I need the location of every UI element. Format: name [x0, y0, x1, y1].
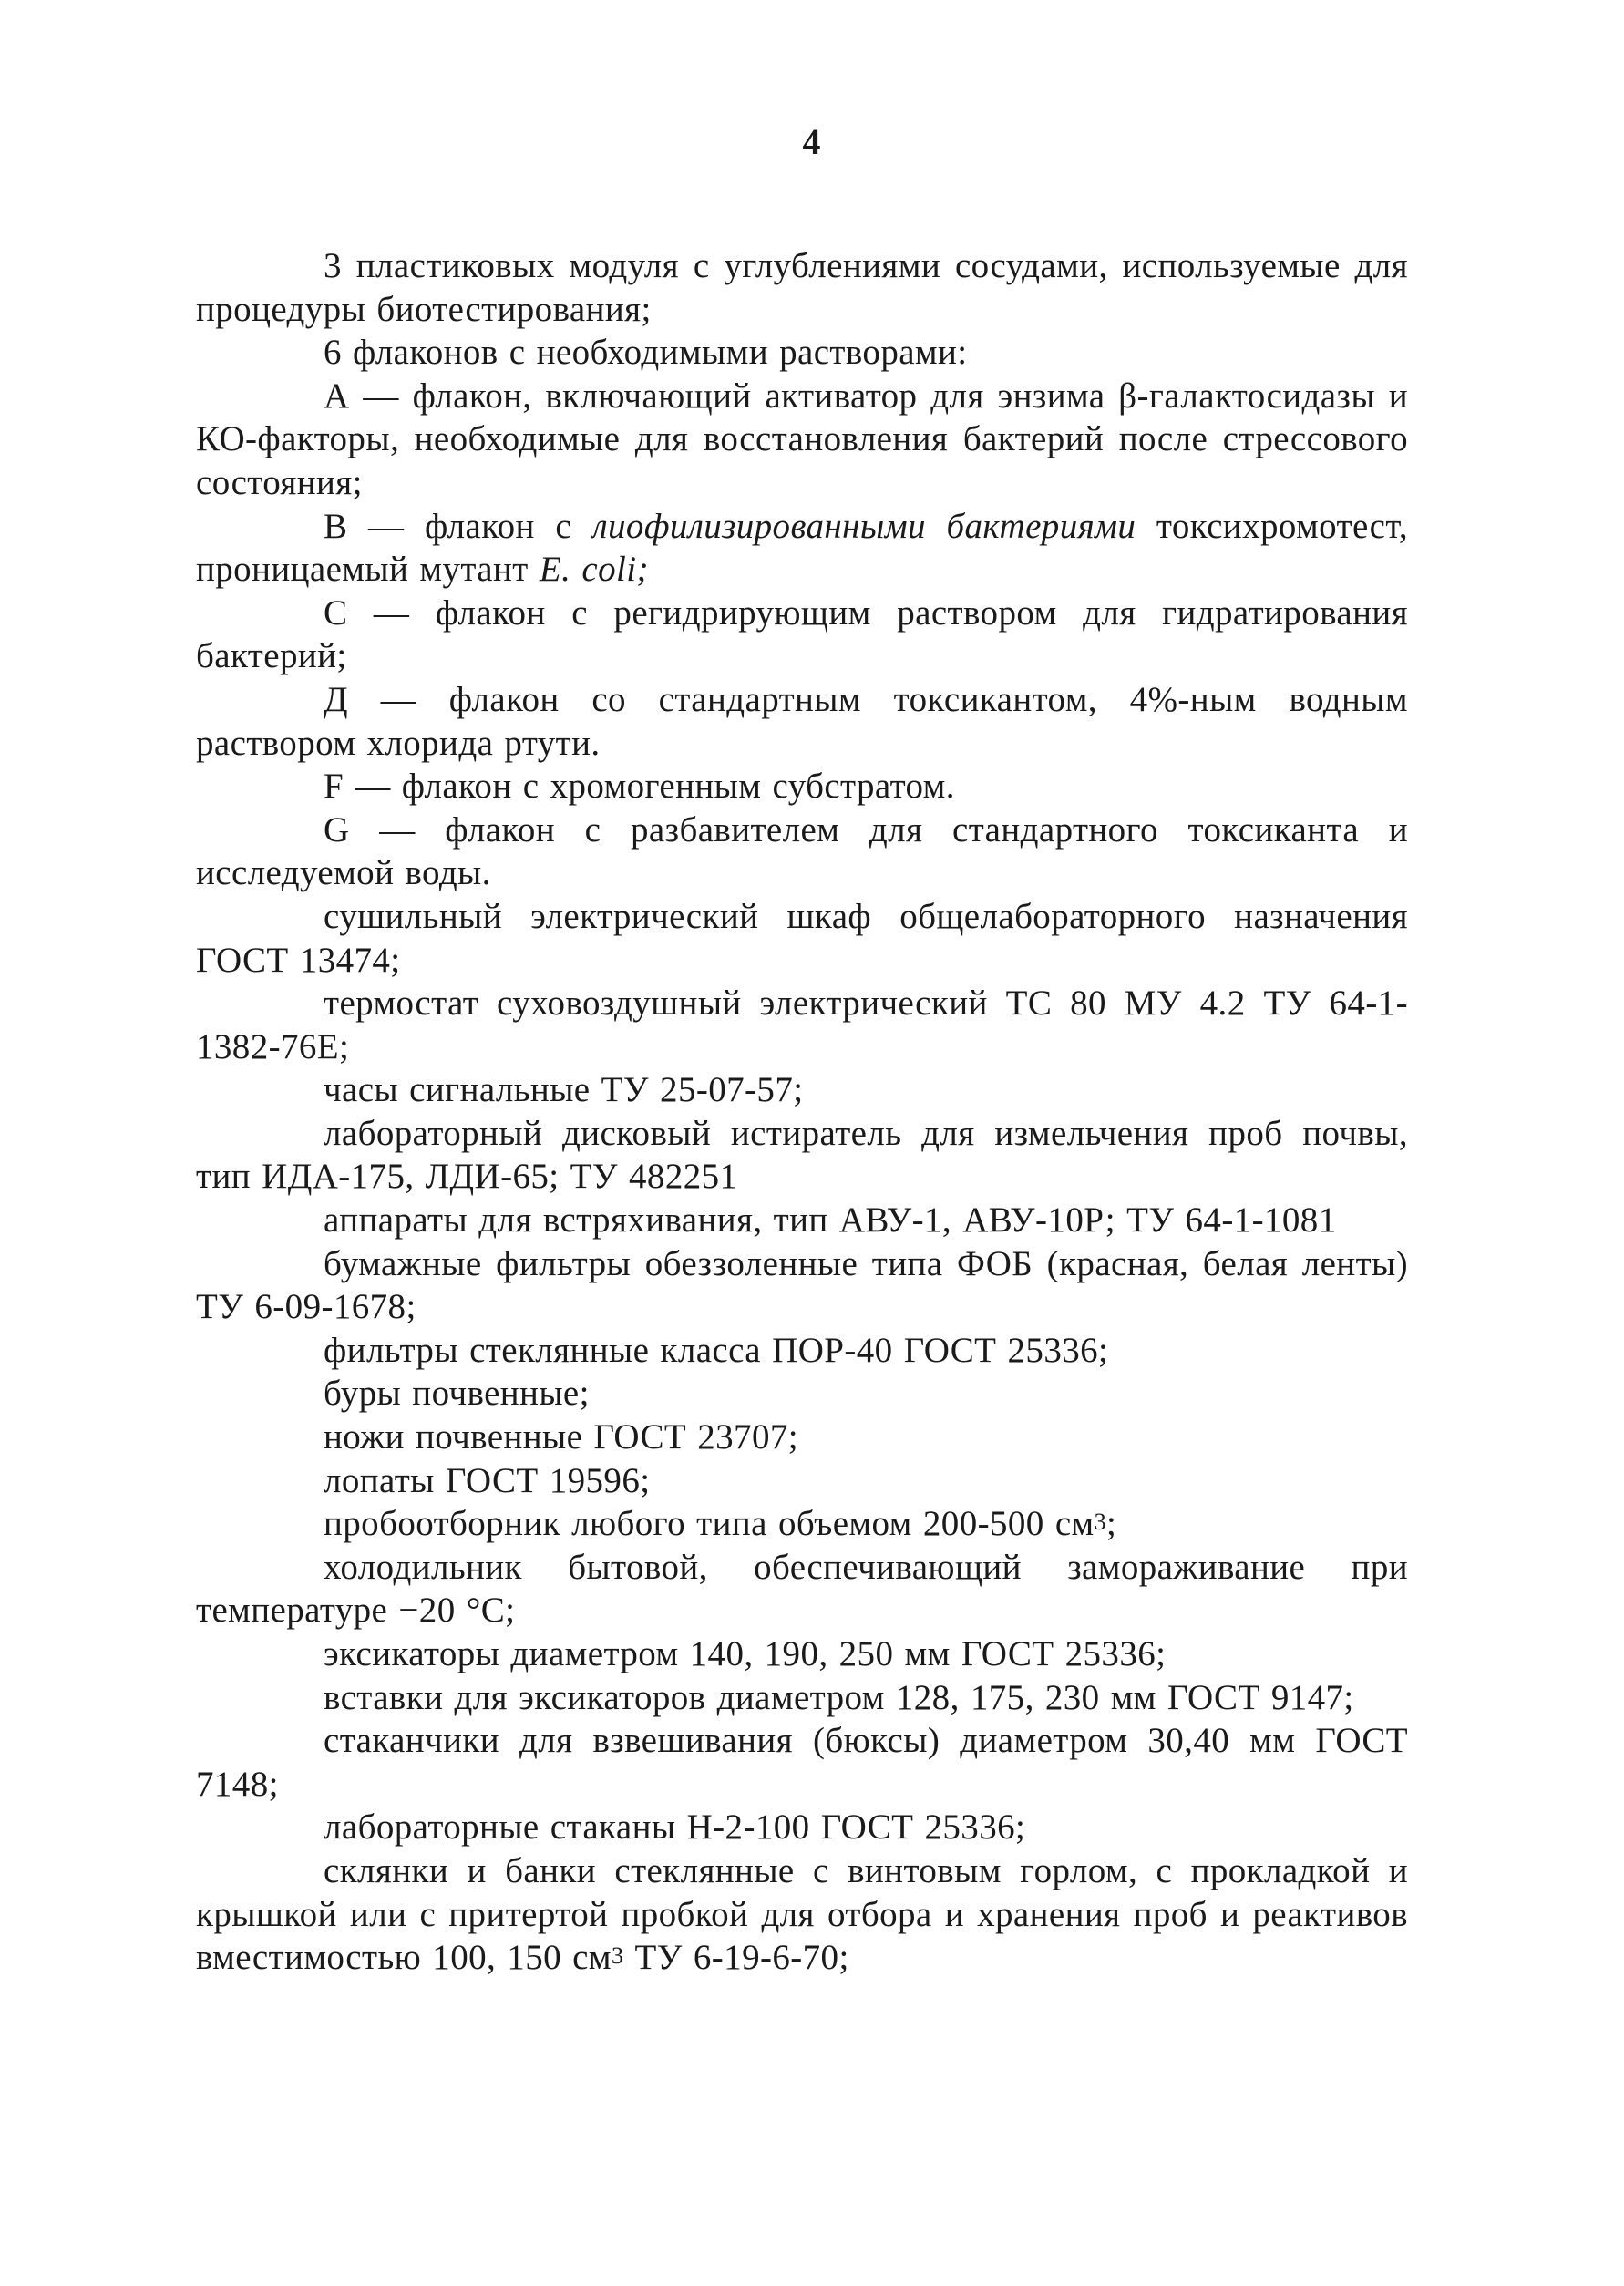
jars-superscript: 3 [611, 1942, 624, 1970]
vial-b-middle: токсихромотест, проницаемый мутант [196, 506, 1408, 590]
item-sampler [196, 1502, 1408, 1546]
page-number: 4 [802, 121, 822, 162]
item-glass-filters: фильтры стеклянные класса ПОР-40 ГОСТ 25336; [324, 1330, 1109, 1370]
item-vial-a: А — флакон, включающий активатор для энзима β-галактосидазы и КО-факторы, необходимые для восстановления бактерий после стрессового состояния; [196, 376, 1408, 502]
item-paper-filters: бумажные фильтры обеззоленные типа ФОБ (красная, белая ленты) ТУ 6-09-1678; [196, 1243, 1408, 1327]
item-vial-f: F — флакон с хромогенным субстратом. [324, 767, 955, 807]
item-lab-beakers: лабораторные стаканы Н-2-100 ГОСТ 25336; [324, 1807, 1026, 1848]
vial-b-italic: лиофилизированными бактериями [591, 506, 1136, 546]
item-plastic-modules: 3 пластиковых модуля с углублениями сосудами, используемые для процедуры биотестирования; [196, 246, 1408, 329]
sampler-text: пробоотборник любого типа объемом 200-500 см [324, 1504, 1095, 1544]
item-shovels: лопаты ГОСТ 19596; [324, 1460, 651, 1500]
item-refrigerator: холодильник бытовой, обеспечивающий замораживание при температуре −20 °С; [196, 1547, 1408, 1631]
jars-text: склянки и банки стеклянные с винтовым горлом, с прокладкой и крышкой или с притертой пробкой для отбора и хранения проб и реактивов вместимостью 100, 150 см [196, 1850, 1408, 1978]
item-shakers: аппараты для встряхивания, тип АВУ-1, АВУ-10Р; ТУ 64-1-1081 [324, 1200, 1337, 1241]
item-soil-knives: ножи почвенные ГОСТ 23707; [324, 1417, 798, 1457]
sampler-end: ; [1106, 1504, 1117, 1544]
item-vial-g: G — флакон с разбавителем для стандартного токсиканта и исследуемой воды. [196, 809, 1408, 893]
item-desiccator-inserts: вставки для эксикаторов диаметром 128, 175, 230 мм ГОСТ 9147; [324, 1677, 1354, 1717]
item-thermostat: термостат суховоздушный электрический ТС 80 МУ 4.2 ТУ 64-1-1382-76Е; [196, 983, 1408, 1066]
vial-b-species: E. coli; [539, 550, 649, 590]
item-jars [196, 1849, 1408, 1980]
item-drying-cabinet: сушильный электрический шкаф общелабораторного назначения ГОСТ 13474; [196, 896, 1408, 980]
item-signal-clock: часы сигнальные ТУ 25-07-57; [324, 1070, 804, 1110]
item-soil-augers: буры почвенные; [324, 1374, 590, 1414]
item-vial-b [196, 505, 1408, 592]
vial-b-prefix: В — флакон с [324, 506, 592, 546]
sampler-superscript: 3 [1094, 1509, 1107, 1536]
item-vial-d: Д — флакон со стандартным токсикантом, 4%-ным водным раствором хлорида ртути. [196, 679, 1408, 763]
item-vials-intro: 6 флаконов с необходимыми растворами: [324, 333, 968, 373]
item-vial-c: С — флакон с регидрирующим раствором для гидратирования бактерий; [196, 592, 1408, 676]
item-disc-grinder: лабораторный дисковый истиратель для измельчения проб почвы, тип ИДА-175, ЛДИ-65; ТУ 482251 [196, 1113, 1408, 1197]
item-weighing-bottles: стаканчики для взвешивания (бюксы) диаметром 30,40 мм ГОСТ 7148; [196, 1721, 1408, 1804]
jars-end: ТУ 6-19-6-70; [623, 1938, 849, 1978]
document-body [196, 244, 1408, 1980]
item-desiccators: эксикаторы диаметром 140, 190, 250 мм ГОСТ 25336; [324, 1634, 1167, 1673]
